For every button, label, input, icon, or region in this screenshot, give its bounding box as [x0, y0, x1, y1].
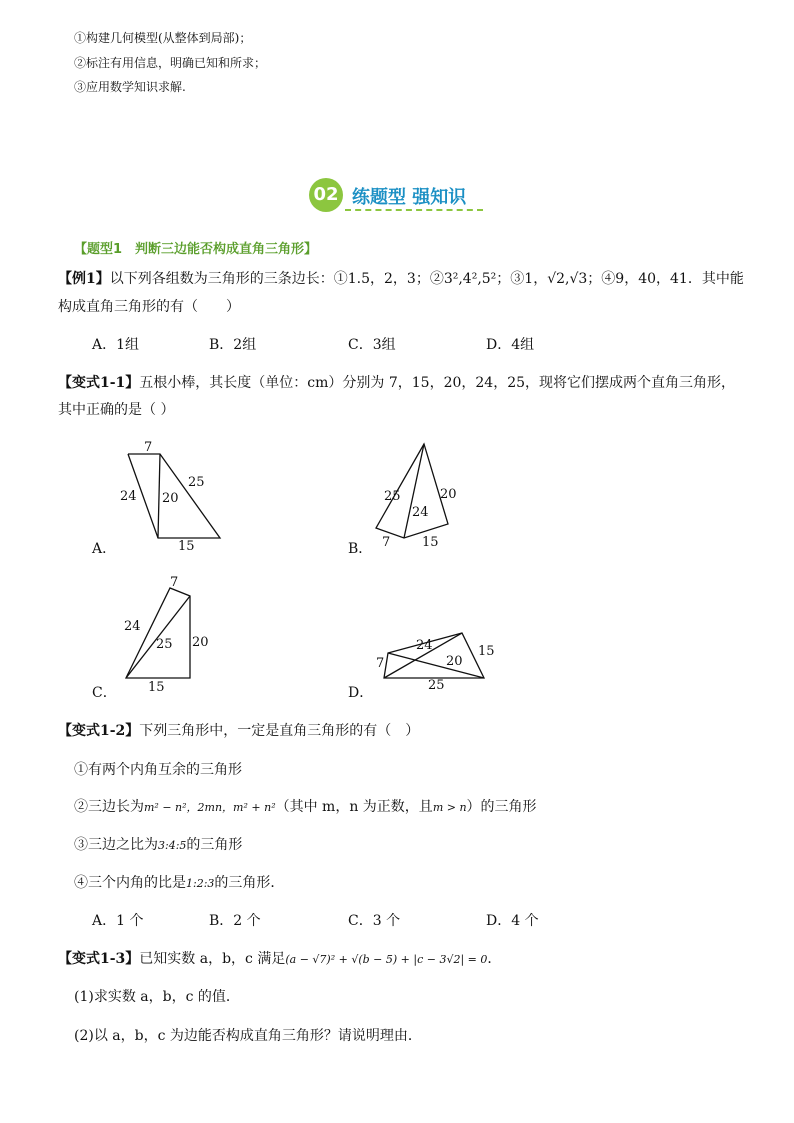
choice-b: B．2组 — [209, 337, 257, 353]
option-label-a: A． — [92, 541, 117, 557]
variant12-tag: 【变式1-2】 — [58, 723, 140, 739]
item3-math: 3:4:5 — [158, 839, 187, 852]
figure-b-label-24: 24 — [412, 505, 429, 520]
example1-line2: 构成直角三角形的有（ ） — [58, 299, 240, 315]
section-number-badge: 02 — [309, 178, 343, 212]
item2-math: m² − n²，2mn，m² + n² — [144, 801, 276, 814]
variant13-math: (a − √7)² + √(b − 5) + |c − 3√2| = 0 — [285, 953, 488, 966]
variant12-text: 下列三角形中，一定是直角三角形的有（ ） — [139, 723, 420, 739]
type-title: 【题型1 判断三边能否构成直角三角形】 — [74, 242, 318, 257]
figure-c-label-25: 25 — [156, 637, 173, 652]
variant13-text-a: 已知实数 a，b，c 满足 — [139, 951, 286, 967]
figure-b-label-15: 15 — [422, 535, 439, 550]
figure-b-label-20: 20 — [440, 487, 457, 502]
figure-d-diagonal-1 — [388, 653, 484, 678]
figure-b-label-7: 7 — [382, 535, 391, 550]
variant12-item4 — [74, 872, 284, 892]
item2-text-b: （其中 m，n 为正数，且 — [275, 799, 433, 815]
option-label-b: B． — [348, 541, 373, 557]
figure-a-label-24: 24 — [120, 489, 137, 504]
variant12-item3 — [74, 834, 242, 854]
example1-line1 — [58, 268, 744, 288]
item2-text-a: ②三边长为 — [74, 799, 144, 815]
example1-text: 以下列各组数为三角形的三条边长：①1.5，2，3；②3²,4²,5²；③1，√2,√3；④9，40，41．其中能 — [109, 271, 744, 287]
figure-d-label-7: 7 — [376, 656, 385, 671]
figure-b — [368, 438, 468, 553]
figure-c-label-24: 24 — [124, 619, 141, 634]
figure-a-label-7: 7 — [144, 440, 153, 455]
figure-d-label-24: 24 — [416, 638, 433, 653]
intro-step-3: ③应用数学知识求解. — [74, 80, 186, 94]
figure-d-label-25: 25 — [428, 678, 445, 693]
choice-c: C．3 个 — [348, 913, 401, 929]
choice-d: D．4 个 — [486, 913, 539, 929]
figure-c — [110, 570, 220, 695]
figure-d-label-20: 20 — [446, 654, 463, 669]
choice-c: C．3组 — [348, 337, 396, 353]
item4-math: 1:2:3 — [186, 877, 215, 890]
variant11-line1 — [58, 372, 735, 392]
variant12-line — [58, 720, 419, 740]
figure-a-divider — [158, 454, 160, 538]
figure-b-divider — [404, 444, 424, 538]
variant13-tag: 【变式1-3】 — [58, 951, 140, 967]
figure-a-label-15: 15 — [178, 539, 195, 554]
section-underline — [345, 209, 483, 211]
choice-d: D．4组 — [486, 337, 535, 353]
choice-a: A．1组 — [92, 337, 140, 353]
section-title: 练题型 强知识 — [352, 187, 467, 208]
item2-math2: m > n — [432, 801, 467, 814]
choice-b: B．2 个 — [209, 913, 261, 929]
example1-tag: 【例1】 — [58, 271, 110, 287]
figure-a-label-20: 20 — [162, 491, 179, 506]
variant11-line2: 其中正确的是（ ） — [58, 402, 175, 418]
variant12-item2 — [74, 796, 537, 816]
variant11-tag: 【变式1-1】 — [58, 375, 140, 391]
figure-d-label-15: 15 — [478, 644, 495, 659]
choice-a: A．1 个 — [92, 913, 144, 929]
item3-text-a: ③三边之比为 — [74, 837, 158, 853]
figure-b-label-25: 25 — [384, 489, 401, 504]
option-label-c: C． — [92, 685, 117, 701]
item3-text-b: 的三角形 — [186, 837, 243, 853]
option-label-d: D． — [348, 685, 374, 701]
intro-step-2: ②标注有用信息，明确已知和所求； — [74, 56, 267, 70]
figure-c-label-20: 20 — [192, 635, 209, 650]
variant11-text: 五根小棒，其长度（单位：cm）分别为 7，15，20，24，25，现将它们摆成两个直角三角形， — [139, 375, 736, 391]
variant13-text-b: ． — [487, 951, 502, 967]
item2-text-c: ）的三角形 — [466, 799, 537, 815]
variant13-q1: (1)求实数 a，b，c 的值． — [74, 989, 240, 1005]
item4-text-a: ④三个内角的比是 — [74, 875, 186, 891]
variant13-line — [58, 948, 501, 968]
figure-d — [370, 625, 500, 695]
figure-a-label-25: 25 — [188, 475, 205, 490]
intro-step-1: ①构建几何模型(从整体到局部)； — [74, 31, 252, 45]
figure-c-label-7: 7 — [170, 575, 179, 590]
variant12-item1: ①有两个内角互余的三角形 — [74, 762, 242, 778]
variant13-q2: (2)以 a，b，c 为边能否构成直角三角形？请说明理由． — [74, 1028, 422, 1044]
item4-text-b: 的三角形． — [214, 875, 285, 891]
figure-c-label-15: 15 — [148, 680, 165, 695]
figure-a — [110, 430, 230, 555]
